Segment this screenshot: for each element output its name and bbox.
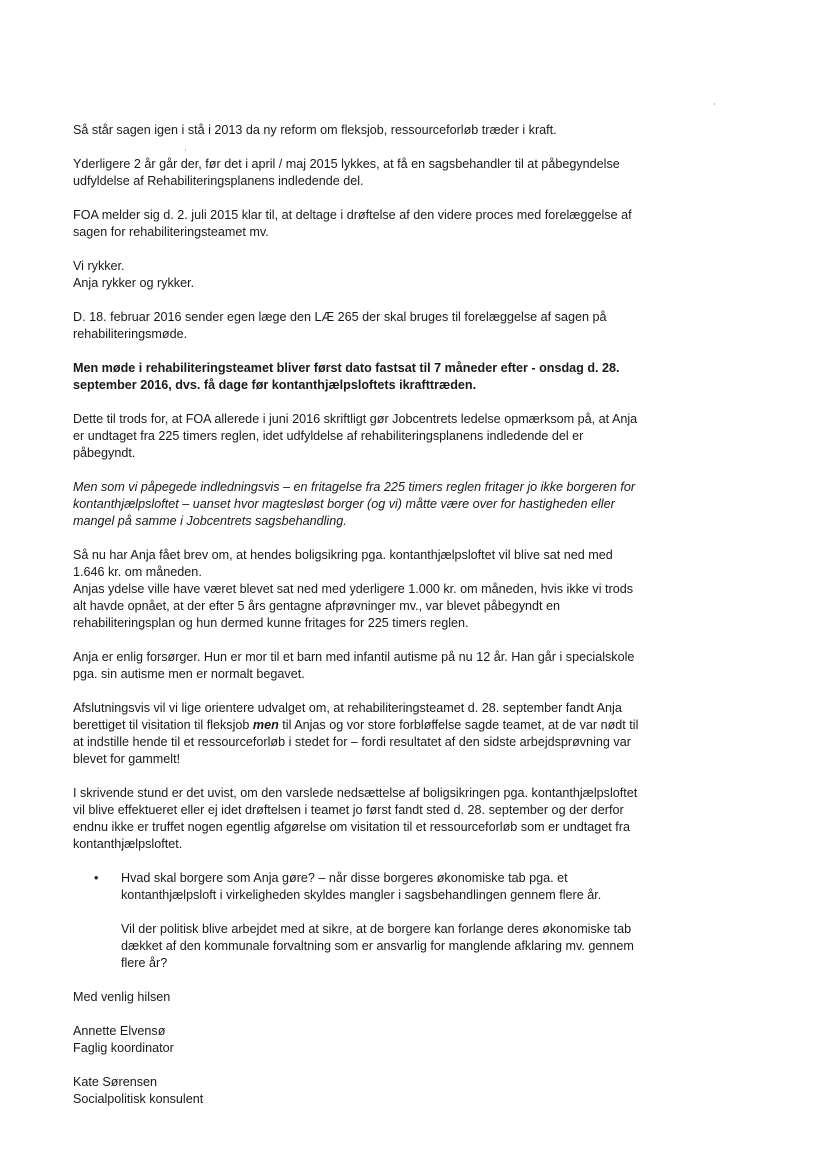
paragraph-anja-rykker: Anja rykker og rykker. bbox=[73, 276, 195, 290]
scan-speck bbox=[714, 103, 715, 105]
bullet-list-item bbox=[73, 870, 643, 972]
paragraph-foa-july-2015: FOA melder sig d. 2. juli 2015 klar til, at deltage i drøftelse af den videre proces med forelæggelse af sagen for rehabiliteringsteamet mv. bbox=[73, 208, 632, 239]
signatory-name: Annette Elvensø bbox=[73, 1024, 166, 1038]
paragraph-enlig-forsorger: Anja er enlig forsørger. Hun er mor til et barn med infantil autisme på nu 12 år. Han går i specialskole pga. sin autisme men er normalt begavet. bbox=[73, 650, 635, 681]
paragraph-boligsikring: Så nu har Anja fået brev om, at hendes boligsikring pga. kontanthjælpsloftet vil blive sat ned med 1.646 kr. om måneden. bbox=[73, 548, 613, 579]
signatory-name: Kate Sørensen bbox=[73, 1075, 158, 1089]
bullet-question: Hvad skal borgere som Anja gøre? – når disse borgeres økonomiske tab pga. et kontanthjælpsloft i virkeligheden skyldes mangler i sagsbehandlingen gennem flere år. bbox=[121, 871, 602, 902]
paragraph-ydelse: Anjas ydelse ville have været blevet sat ned med yderligere 1.000 kr. om måneden, hvis ikke vi trods alt havde opnået, at der efter 5 års gentagne afprøvninger mv., var blevet påbegyndt en rehabiliteringsplan og hun dermed kunne fritages for 225 timers reglen. bbox=[73, 582, 634, 630]
signatory-title: Faglig koordinator bbox=[73, 1041, 174, 1055]
letter-body bbox=[73, 122, 643, 1108]
paragraph-meeting-date: Men møde i rehabiliteringsteamet bliver først dato fastsat til 7 måneder efter - onsdag d. 28. september 2016, dvs. få dage før kontanthjælpsloftets ikrafttræden. bbox=[73, 361, 620, 392]
paragraph-foa-june-2016: Dette til trods for, at FOA allerede i juni 2016 skriftligt gør Jobcentrets ledelse opmærksom på, at Anja er undtaget fra 225 timers reglen, idet udfyldelse af rehabiliteringsplanens indledende del er påbegyndt. bbox=[73, 412, 638, 460]
closing-text-part1: Afslutningsvis vil vi lige orientere udvalget om, at rehabiliteringsteamet d. 28. september fandt Anja berettiget til visitation til fleksjob bbox=[73, 701, 622, 732]
paragraph-vi-rykker: Vi rykker. bbox=[73, 259, 125, 273]
closing-text-part2: til Anjas og vor store forbløffelse sagde teamet, at de var nødt til at indstille hende til et ressourceforløb i stedet for – fordi resultatet af den sidste arbejdsprøvning var blevet for gammelt! bbox=[73, 718, 639, 766]
bullet-icon: • bbox=[94, 871, 99, 885]
paragraph-afslutningsvis bbox=[73, 700, 643, 768]
closing-emphasis: men bbox=[252, 718, 279, 732]
signatory-title: Socialpolitisk konsulent bbox=[73, 1092, 204, 1106]
bullet-followup: Vil der politisk blive arbejdet med at sikre, at de borgere kan forlange deres økonomiske tab dækket af den kommunale forvaltning som er ansvarlig for manglende afklaring mv. gennem flere år? bbox=[121, 922, 634, 970]
paragraph-sagsbehandler-2015: Yderligere 2 år går der, før det i april / maj 2015 lykkes, at få en sagsbehandler til at påbegyndelse udfyldelse af Rehabiliteringsplanens indledende del. bbox=[73, 157, 620, 188]
paragraph-fritagelse-note: Men som vi påpegede indledningsvis – en fritagelse fra 225 timers reglen fritager jo ikke borgeren for kontanthjælpsloftet – uanset hvor magtesløst borger (og vi) måtte være over for hastigheden eller mangel på samme i Jobcentrets sagsbehandling. bbox=[73, 480, 636, 528]
paragraph-skrivende-stund: I skrivende stund er det uvist, om den varslede nedsættelse af boligsikringen pga. kontanthjælpsloftet vil blive effektueret eller ej idet drøftelsen i teamet jo først fandt sted d. 28. september og der derfor endnu ikke er truffet nogen egentlig afgørelse om visitation til et ressourceforløb som er undtaget fra kontanthjælpsloftet. bbox=[73, 786, 638, 851]
paragraph-reform-2013: Så står sagen igen i stå i 2013 da ny reform om fleksjob, ressourceforløb træder i kraft. bbox=[73, 123, 557, 137]
paragraph-lae265: D. 18. februar 2016 sender egen læge den LÆ 265 der skal bruges til forelæggelse af sagen på rehabiliteringsmøde. bbox=[73, 310, 607, 341]
greeting: Med venlig hilsen bbox=[73, 990, 171, 1004]
